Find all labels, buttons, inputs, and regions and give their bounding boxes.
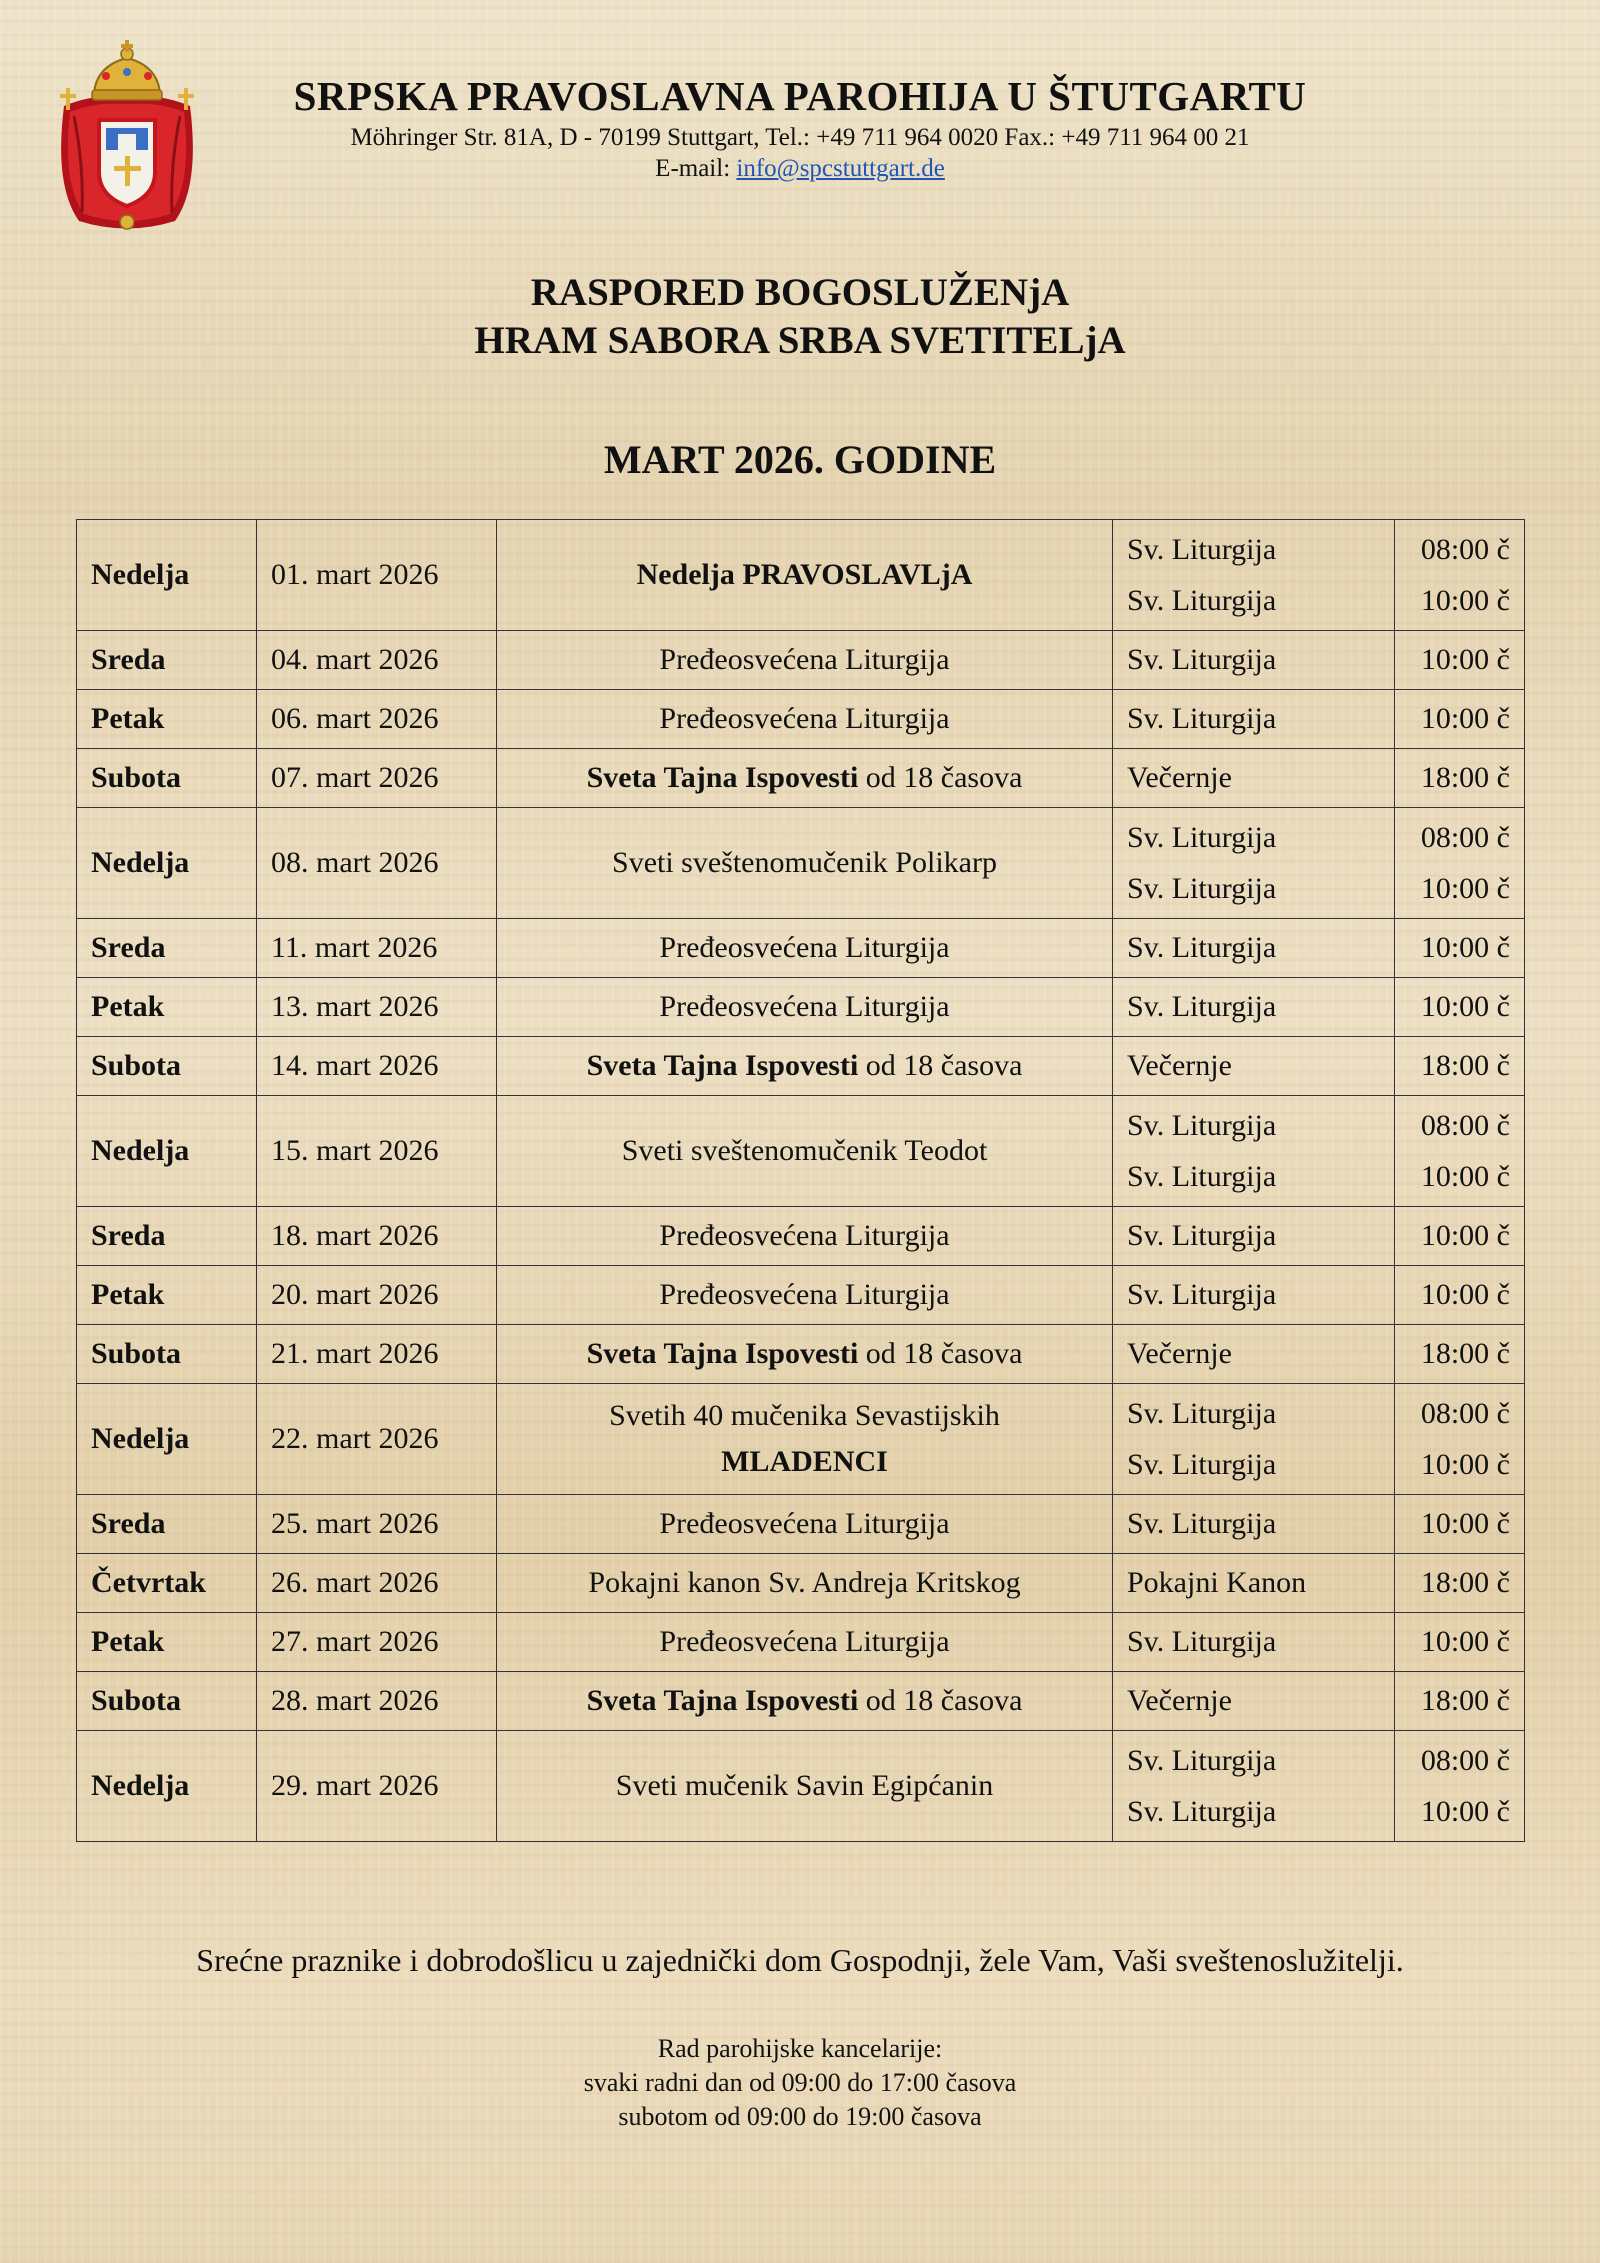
- table-row: [77, 1207, 1525, 1266]
- month-heading: MART 2026. GODINE: [603, 437, 997, 482]
- event-cell: [497, 690, 1113, 749]
- date-cell: 29. mart 2026: [257, 1731, 497, 1842]
- event-text: Svetih 40 mučenika Sevastijskih: [609, 1399, 1000, 1432]
- time-cell: 10:00 č: [1395, 978, 1525, 1037]
- event-text: Pređeosvećena Liturgija: [659, 1625, 950, 1658]
- day-cell: Nedelja: [77, 1731, 257, 1842]
- table-row: [77, 1672, 1525, 1731]
- date-cell: 18. mart 2026: [257, 1207, 497, 1266]
- date-cell: 25. mart 2026: [257, 1495, 497, 1554]
- service-text: Sv. Liturgija: [1127, 533, 1277, 566]
- event-text: Nedelja PRAVOSLAVLjA: [636, 558, 973, 591]
- time-text: 08:00 č: [1420, 1397, 1510, 1430]
- time-text: 10:00 č: [1420, 1795, 1510, 1828]
- time-cell: 10:00 č: [1395, 1207, 1525, 1266]
- table-row: [77, 1325, 1525, 1384]
- service-cell: Sv. Liturgija: [1113, 1495, 1395, 1554]
- day-cell: Nedelja: [77, 1384, 257, 1495]
- time-text: 10:00 č: [1420, 584, 1510, 617]
- event-cell: [497, 1266, 1113, 1325]
- schedule-table: [76, 519, 1525, 1842]
- event-text: Sveti mučenik Savin Egipćanin: [615, 1769, 994, 1802]
- service-cell: [1113, 1731, 1395, 1842]
- day-cell: Petak: [77, 978, 257, 1037]
- service-text: Sv. Liturgija: [1127, 584, 1277, 617]
- time-cell: [1395, 808, 1525, 919]
- time-cell: 10:00 č: [1395, 1495, 1525, 1554]
- event-cell: [497, 1731, 1113, 1842]
- office-hours-weekdays: svaki radni dan od 09:00 do 17:00 časova: [583, 2068, 1017, 2097]
- page-title: RASPORED BOGOSLUŽENjA: [530, 271, 1070, 314]
- time-text: 08:00 č: [1420, 1109, 1510, 1142]
- day-cell: Sreda: [77, 631, 257, 690]
- date-cell: 26. mart 2026: [257, 1554, 497, 1613]
- time-cell: 10:00 č: [1395, 919, 1525, 978]
- day-cell: Petak: [77, 690, 257, 749]
- event-bold-text: MLADENCI: [721, 1445, 888, 1478]
- day-cell: Sreda: [77, 1207, 257, 1266]
- service-text: Sv. Liturgija: [1127, 1109, 1277, 1142]
- day-cell: Subota: [77, 1037, 257, 1096]
- event-cell: [497, 1037, 1113, 1096]
- table-row: [77, 631, 1525, 690]
- service-text: Sv. Liturgija: [1127, 1795, 1277, 1828]
- time-text: 10:00 č: [1420, 1160, 1510, 1193]
- event-text: od 18 časova: [858, 1337, 1023, 1370]
- church-name: HRAM SABORA SRBA SVETITELjA: [474, 319, 1126, 362]
- event-cell: [497, 749, 1113, 808]
- date-cell: 20. mart 2026: [257, 1266, 497, 1325]
- time-cell: [1395, 1384, 1525, 1495]
- service-cell: Sv. Liturgija: [1113, 690, 1395, 749]
- table-row: [77, 690, 1525, 749]
- event-cell: [497, 1495, 1113, 1554]
- time-cell: 10:00 č: [1395, 690, 1525, 749]
- day-cell: Sreda: [77, 919, 257, 978]
- parish-email-line: [180, 155, 1420, 183]
- table-row: [77, 1266, 1525, 1325]
- service-cell: Sv. Liturgija: [1113, 1266, 1395, 1325]
- service-cell: Večernje: [1113, 1325, 1395, 1384]
- time-cell: [1395, 1731, 1525, 1842]
- date-cell: 06. mart 2026: [257, 690, 497, 749]
- time-cell: 18:00 č: [1395, 1672, 1525, 1731]
- parish-name: SRPSKA PRAVOSLAVNA PAROHIJA U ŠTUTGARTU: [293, 73, 1307, 119]
- date-cell: 21. mart 2026: [257, 1325, 497, 1384]
- day-cell: Petak: [77, 1613, 257, 1672]
- event-text: Pokajni kanon Sv. Andreja Kritskog: [588, 1566, 1021, 1599]
- time-cell: 18:00 č: [1395, 749, 1525, 808]
- event-text: Sveti sveštenomučenik Teodot: [621, 1134, 988, 1167]
- event-cell: [497, 919, 1113, 978]
- day-cell: Subota: [77, 1672, 257, 1731]
- day-cell: Četvrtak: [77, 1554, 257, 1613]
- time-text: 10:00 č: [1420, 1448, 1510, 1481]
- service-cell: Večernje: [1113, 1037, 1395, 1096]
- event-bold-text: Sveta Tajna Ispovesti: [586, 1337, 859, 1370]
- table-row: [77, 1495, 1525, 1554]
- service-cell: Pokajni Kanon: [1113, 1554, 1395, 1613]
- date-cell: 04. mart 2026: [257, 631, 497, 690]
- event-cell: [497, 1325, 1113, 1384]
- time-text: 08:00 č: [1420, 1744, 1510, 1777]
- event-cell: [497, 1384, 1113, 1495]
- event-cell: [497, 631, 1113, 690]
- time-text: 08:00 č: [1420, 533, 1510, 566]
- date-cell: 27. mart 2026: [257, 1613, 497, 1672]
- table-row: [77, 1731, 1525, 1842]
- service-cell: Večernje: [1113, 1672, 1395, 1731]
- schedule-body: [77, 520, 1525, 1842]
- event-bold-text: Sveta Tajna Ispovesti: [586, 1049, 859, 1082]
- date-cell: 14. mart 2026: [257, 1037, 497, 1096]
- day-cell: Nedelja: [77, 808, 257, 919]
- event-text: od 18 časova: [858, 1684, 1023, 1717]
- email-label: E-mail:: [655, 155, 731, 182]
- date-cell: 08. mart 2026: [257, 808, 497, 919]
- event-cell: [497, 808, 1113, 919]
- date-cell: 15. mart 2026: [257, 1096, 497, 1207]
- day-cell: Subota: [77, 1325, 257, 1384]
- table-row: [77, 1554, 1525, 1613]
- time-text: 10:00 č: [1420, 872, 1510, 905]
- event-bold-text: Sveta Tajna Ispovesti: [586, 1684, 859, 1717]
- table-row: [77, 520, 1525, 631]
- service-text: Sv. Liturgija: [1127, 872, 1277, 905]
- service-cell: [1113, 1384, 1395, 1495]
- day-cell: Nedelja: [77, 1096, 257, 1207]
- date-cell: 07. mart 2026: [257, 749, 497, 808]
- service-cell: Sv. Liturgija: [1113, 1613, 1395, 1672]
- event-text: Pređeosvećena Liturgija: [659, 1278, 950, 1311]
- service-cell: [1113, 1096, 1395, 1207]
- date-cell: 28. mart 2026: [257, 1672, 497, 1731]
- date-cell: 01. mart 2026: [257, 520, 497, 631]
- date-cell: 22. mart 2026: [257, 1384, 497, 1495]
- service-text: Sv. Liturgija: [1127, 1397, 1277, 1430]
- event-cell: [497, 1096, 1113, 1207]
- event-text: od 18 časova: [858, 761, 1023, 794]
- day-cell: Sreda: [77, 1495, 257, 1554]
- event-cell: [497, 1554, 1113, 1613]
- time-cell: 18:00 č: [1395, 1325, 1525, 1384]
- office-hours-saturday: subotom od 09:00 do 19:00 časova: [618, 2102, 982, 2131]
- table-row: [77, 919, 1525, 978]
- table-row: [77, 1613, 1525, 1672]
- time-cell: 18:00 č: [1395, 1037, 1525, 1096]
- event-bold-text: Sveta Tajna Ispovesti: [586, 761, 859, 794]
- event-text: Pređeosvećena Liturgija: [659, 990, 950, 1023]
- service-cell: Sv. Liturgija: [1113, 919, 1395, 978]
- service-cell: Sv. Liturgija: [1113, 978, 1395, 1037]
- service-cell: [1113, 520, 1395, 631]
- event-text: Pređeosvećena Liturgija: [659, 702, 950, 735]
- event-text: Sveti sveštenomučenik Polikarp: [612, 846, 997, 879]
- parish-address: Möhringer Str. 81A, D - 70199 Stuttgart, Tel.: +49 711 964 0020 Fax.: +49 711 964 00 21: [350, 124, 1250, 151]
- table-row: [77, 808, 1525, 919]
- table-row: [77, 1037, 1525, 1096]
- service-text: Sv. Liturgija: [1127, 1744, 1277, 1777]
- service-cell: Sv. Liturgija: [1113, 1207, 1395, 1266]
- service-text: Sv. Liturgija: [1127, 1160, 1277, 1193]
- day-cell: Nedelja: [77, 520, 257, 631]
- table-row: [77, 749, 1525, 808]
- service-text: Sv. Liturgija: [1127, 1448, 1277, 1481]
- date-cell: 13. mart 2026: [257, 978, 497, 1037]
- time-cell: [1395, 520, 1525, 631]
- table-row: [77, 1096, 1525, 1207]
- time-cell: [1395, 1096, 1525, 1207]
- event-text: Pređeosvećena Liturgija: [659, 931, 950, 964]
- time-cell: 10:00 č: [1395, 1266, 1525, 1325]
- service-cell: Večernje: [1113, 749, 1395, 808]
- event-text: Pređeosvećena Liturgija: [659, 1219, 950, 1252]
- event-cell: [497, 1613, 1113, 1672]
- time-cell: 10:00 č: [1395, 631, 1525, 690]
- office-hours-title: Rad parohijske kancelarije:: [657, 2034, 943, 2063]
- event-cell: [497, 520, 1113, 631]
- day-cell: Subota: [77, 749, 257, 808]
- event-text: Pređeosvećena Liturgija: [659, 1507, 950, 1540]
- service-cell: Sv. Liturgija: [1113, 631, 1395, 690]
- day-cell: Petak: [77, 1266, 257, 1325]
- service-text: Sv. Liturgija: [1127, 821, 1277, 854]
- event-text: Pređeosvećena Liturgija: [659, 643, 950, 676]
- time-text: 08:00 č: [1420, 821, 1510, 854]
- event-cell: [497, 1207, 1113, 1266]
- time-cell: 18:00 č: [1395, 1554, 1525, 1613]
- event-text: od 18 časova: [858, 1049, 1023, 1082]
- email-link[interactable]: info@spcstuttgart.de: [736, 155, 945, 182]
- closing-greeting: Srećne praznike i dobrodošlicu u zajednički dom Gospodnji, žele Vam, Vaši sveštenoslužitelji.: [196, 1942, 1404, 1978]
- event-cell: [497, 978, 1113, 1037]
- service-cell: [1113, 808, 1395, 919]
- time-cell: 10:00 č: [1395, 1613, 1525, 1672]
- table-row: [77, 978, 1525, 1037]
- date-cell: 11. mart 2026: [257, 919, 497, 978]
- event-cell: [497, 1672, 1113, 1731]
- table-row: [77, 1384, 1525, 1495]
